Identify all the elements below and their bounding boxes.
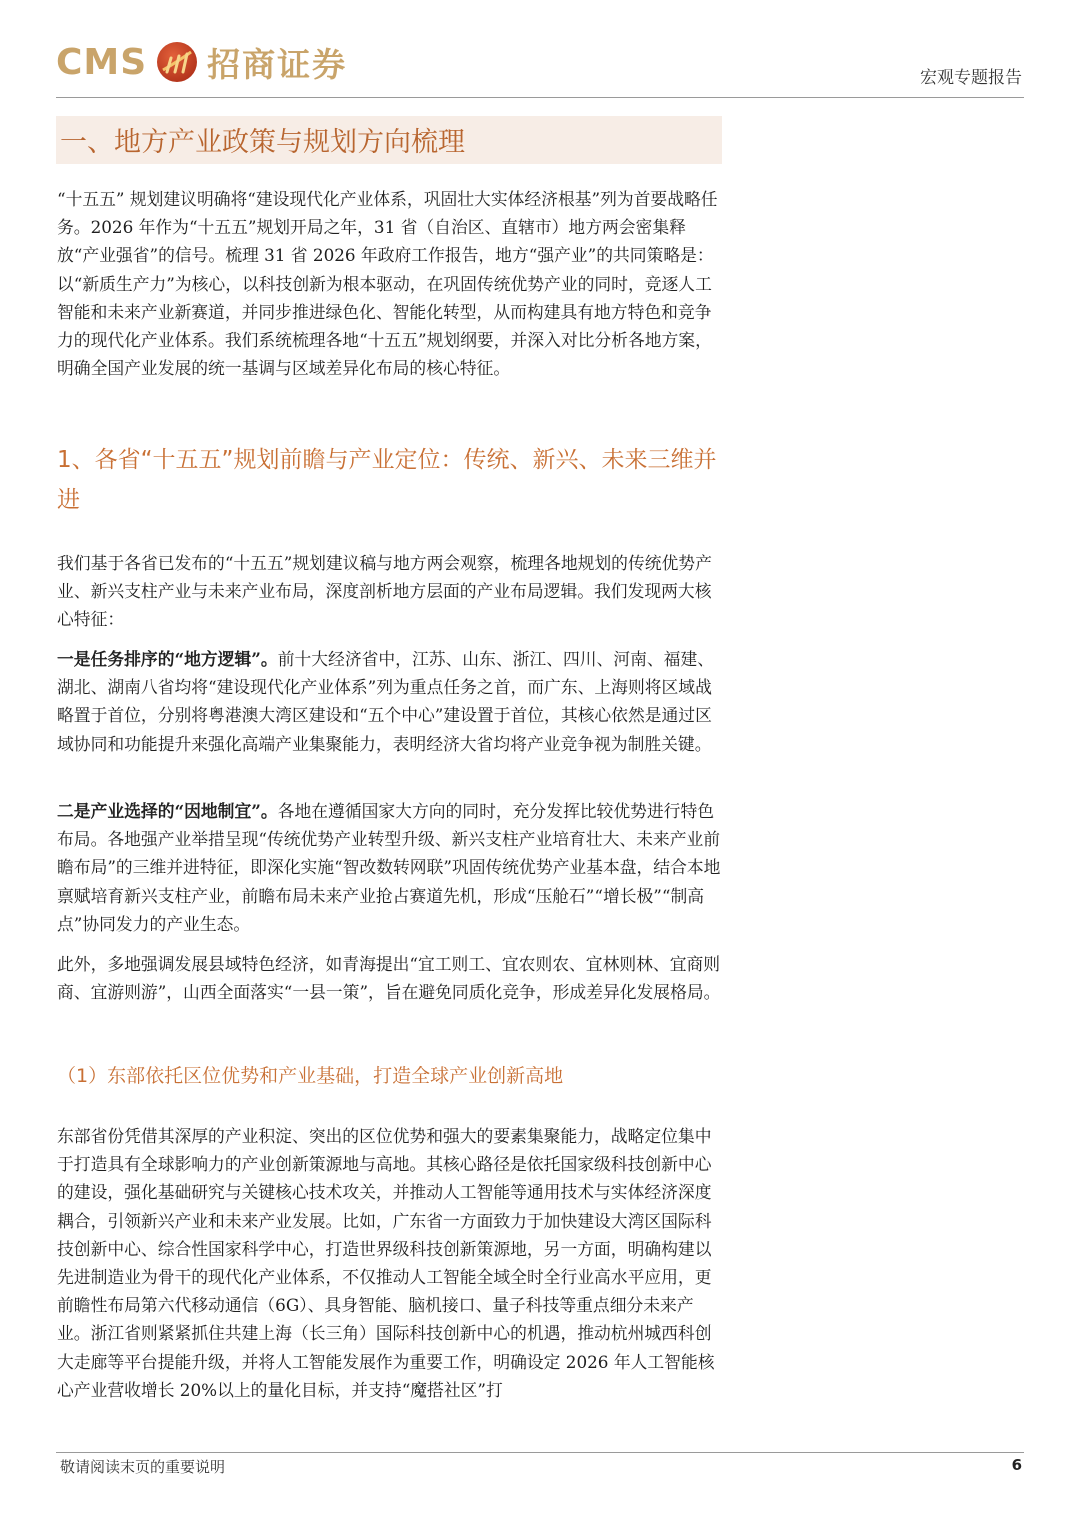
paragraph-2-lead: 一是任务排序的“地方逻辑”。 <box>57 649 278 669</box>
subsection-heading-1: 1、各省“十五五”规划前瞻与产业定位：传统、新兴、未来三维并进 <box>57 447 717 513</box>
logo-text-cn: 招商证券 <box>207 44 348 84</box>
footer-disclaimer: 敬请阅读末页的重要说明 <box>60 1458 226 1476</box>
paragraph-1: 我们基于各省已发布的“十五五”规划建议稿与地方两会观察，梳理各地规划的传统优势产业、新兴支柱产业与未来产业布局，深度剖析地方层面的产业布局逻辑。我们发现两大核心特征： <box>57 553 712 630</box>
paragraph-2 <box>57 645 721 758</box>
paragraph-2-body: 前十大经济省中，江苏、山东、浙江、四川、河南、福建、湖北、湖南八省均将“建设现代化产业体系”列为重点任务之首，而广东、上海则将区域战略置于首位，分别将粤港澳大湾区建设和“五个中心”建设置于首位，其核心依然是通过区域协同和功能提升来强化高端产业集聚能力，表明经济大省均将产业竞争视为制胜关键。 <box>57 649 715 754</box>
section-title: 一、地方产业政策与规划方向梳理 <box>60 127 465 158</box>
paragraph-3-body: 各地在遵循国家大方向的同时，充分发挥比较优势进行特色布局。各地强产业举措呈现“传统优势产业转型升级、新兴支柱产业培育壮大、未来产业前瞻布局”的三维并进特征，即深化实施“智改数转网联”巩固传统优势产业基本盘，结合本地禀赋培育新兴支柱产业，前瞻布局未来产业抢占赛道先机，形成“压舱石”“增长极”“制高点”协同发力的产业生态。 <box>57 801 721 934</box>
intro-paragraph: “十五五” 规划建议明确将“建设现代化产业体系，巩固壮大实体经济根基”列为首要战略任务。2026 年作为“十五五”规划开局之年，31 省（自治区、直辖市）地方两会密集释放“产业强省”的信号。梳理 31 省 2026 年政府工作报告，地方“强产业”的共同策略是：以“新质生产力”为核心，以科技创新为根本驱动，在巩固传统优势产业的同时，竞逐人工智能和未来产业新赛道，并同步推进绿色化、智能化转型，从而构建具有地方特色和竞争力的现代化产业体系。我们系统梳理各地“十五五”规划纲要，并深入对比分析各地方案，明确全国产业发展的统一基调与区域差异化布局的核心特征。 <box>57 189 718 379</box>
footer-divider <box>56 1452 1024 1453</box>
paragraph-3 <box>57 797 721 938</box>
header-divider <box>56 97 1024 98</box>
section-title-box <box>56 116 722 164</box>
company-logo <box>56 40 347 84</box>
logo-emblem-icon <box>155 40 199 84</box>
logo-text-en: CMS <box>56 41 148 83</box>
paragraph-5: 东部省份凭借其深厚的产业积淀、突出的区位优势和强大的要素集聚能力，战略定位集中于打造具有全球影响力的产业创新策源地与高地。其核心路径是依托国家级科技创新中心的建设，强化基础研究与关键核心技术攻关，并推动人工智能等通用技术与实体经济深度耦合，引领新兴产业和未来产业发展。比如，广东省一方面致力于加快建设大湾区国际科技创新中心、综合性国家科学中心，打造世界级科技创新策源地，另一方面，明确构建以先进制造业为骨干的现代化产业体系，不仅推动人工智能全域全时全行业高水平应用，更前瞻性布局第六代移动通信（6G）、具身智能、脑机接口、量子科技等重点细分未来产业。浙江省则紧紧抓住共建上海（长三角）国际科技创新中心的机遇，推动杭州城西科创大走廊等平台提能升级，并将人工智能发展作为重要工作，明确设定 2026 年人工智能核心产业营收增长 20%以上的量化目标，并支持“魔搭社区”打 <box>57 1126 715 1400</box>
paragraph-4: 此外，多地强调发展县域特色经济，如青海提出“宜工则工、宜农则农、宜林则林、宜商则商、宜游则游”，山西全面落实“一县一策”，旨在避免同质化竞争，形成差异化发展格局。 <box>57 954 721 1003</box>
report-type-label: 宏观专题报告 <box>920 68 1022 88</box>
paragraph-3-lead: 二是产业选择的“因地制宜”。 <box>57 801 278 821</box>
page-header <box>0 0 1080 100</box>
subsection-heading-2: （1）东部依托区位优势和产业基础，打造全球产业创新高地 <box>57 1065 564 1087</box>
page-number: 6 <box>1011 1456 1022 1474</box>
